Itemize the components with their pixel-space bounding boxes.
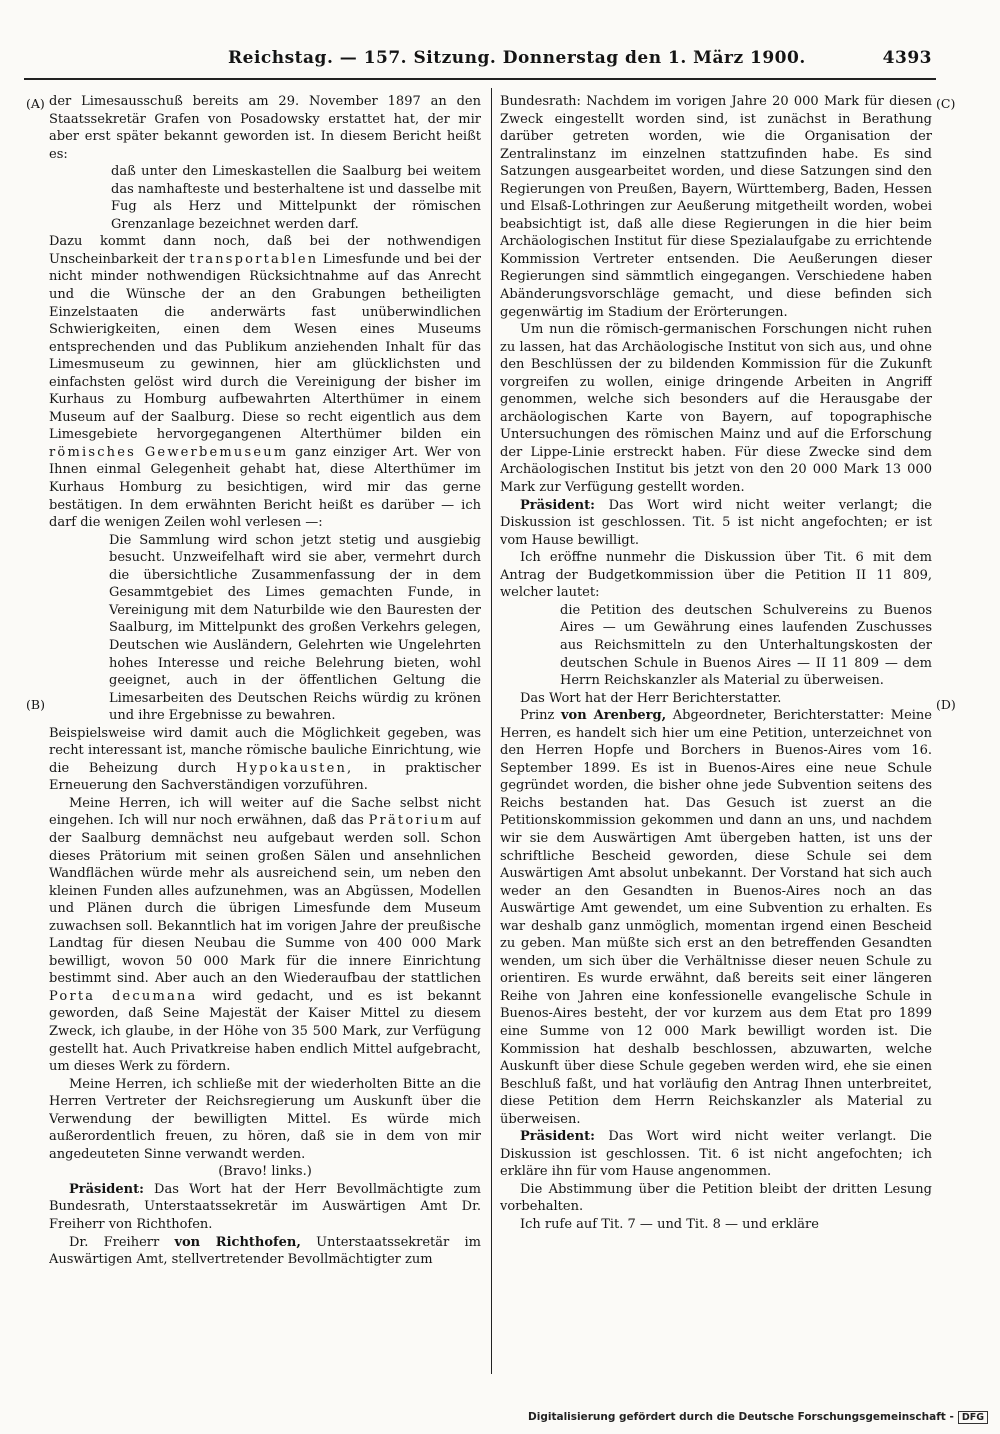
page-number: 4393 bbox=[882, 48, 932, 68]
interjection: (Bravo! links.) bbox=[218, 1164, 312, 1180]
margin-marker-b: (B) bbox=[26, 697, 45, 712]
dfg-logo-icon: DFG bbox=[958, 1411, 988, 1424]
paragraph: Um nun die römisch-germanischen Forschungen nicht ruhen zu lassen, hat das Archäologische Institut von sich aus, und ohne den Beschlüssen der zu bildenden Kommission für die Zukunft vorgreifen zu wollen, einige dringende Arbeiten in Angriff genommen, welche sich besonders auf die Herausgabe der archäologischen Karte von Bayern, auf topographische Untersuchungen des römischen Mainz und auf die Erforschung der Lippe-Linie erstreckt haben. Für diese Zwecke sind dem Archäologischen Institut bis jetzt von den 20 000 Mark 13 000 Mark zur Verfügung gestellt worden. bbox=[500, 322, 932, 496]
speaker-name: von Richthofen, bbox=[174, 1234, 301, 1250]
column-divider bbox=[491, 88, 492, 1374]
paragraph: Dr. Freiherr von Richthofen, Unterstaatssekretär im Auswärtigen Amt, stellvertretender Bevollmächtigter zum bbox=[49, 1234, 481, 1268]
paragraph: der Limesausschuß bereits am 29. November 1897 an den Staatssekretär Grafen von Posadowsky erstattet hat, der mir aber erst später bekannt geworden ist. In diesem Bericht heißt es: bbox=[49, 94, 481, 162]
paragraph: Beispielsweise wird damit auch die Möglichkeit gegeben, was recht interessant ist, manche römische bauliche Einrichtung, wie die Beheizung durch Hypokausten, in praktischer Erneuerung den Sachverständigen vorzuführen. bbox=[49, 725, 481, 794]
quotation: Die Sammlung wird schon jetzt stetig und ausgiebig besucht. Unzweifelhaft wird sie aber, vermehrt durch die übersichtliche Zusammenfassung der in dem Gesammtgebiet des Limes gemachten Funde, in Vereinigung mit dem Naturbilde wie den Bauresten der Saalburg, im Mittelpunkt des großen Verkehrs gelegen, Deutschen wie Ausländern, Gelehrten wie Ungelehrten hohes Interesse und reiche Belehrung bieten, wohl geeignet, auch in der öffentlichen Geltung die Limesarbeiten des Deutschen Reichs würdig zu krönen und ihre Ergebnisse zu bewahren. bbox=[109, 532, 481, 724]
footer-credit bbox=[528, 1411, 988, 1424]
margin-marker-a: (A) bbox=[26, 96, 45, 111]
paragraph: Das Wort hat der Herr Berichterstatter. bbox=[520, 690, 782, 706]
margin-marker-d: (D) bbox=[936, 697, 956, 712]
quotation: die Petition des deutschen Schulvereins zu Buenos Aires — um Gewährung eines laufenden Zuschusses aus Reichsmitteln zu den Unterhaltungskosten der deutschen Schule in Buenos Aires — II 11 809 — dem Herrn Reichskanzler als Material zu überweisen. bbox=[560, 602, 932, 689]
paragraph: Meine Herren, ich schließe mit der wiederholten Bitte an die Herren Vertreter der Reichsregierung um Auskunft über die Verwendung der bewilligten Mittel. Es würde mich außerordentlich freuen, zu hören, daß sie in dem von mir angedeuteten Sinne verwandt werden. bbox=[49, 1076, 481, 1162]
speaker-name: Präsident: bbox=[520, 1129, 595, 1145]
right-column bbox=[500, 93, 932, 1373]
page-header bbox=[228, 48, 938, 72]
paragraph: Dazu kommt dann noch, daß bei der nothwendigen Unscheinbarkeit der transportablen Limesfunde und bei der nicht minder nothwendigen Rücksichtnahme auf das Anrecht und die Wünsche der an den Grabungen betheiligten Einzelstaaten die anderwärts fast unüberwindlichen Schwierigkeiten, einen dem Wesen eines Museums entsprechenden und das Publikum anziehenden Inhalt für das Limesmuseum zu gewinnen, hier am glücklichsten und einfachsten gelöst wird durch die Vereinigung der bisher im Kurhaus zu Homburg aufbewahrten Alterthümer in einem Museum auf der Saalburg. Diese so recht eigentlich aus dem Limesgebiete hervorgegangenen Alterthümer bilden ein römisches Gewerbemuseum ganz einziger Art. Wer von Ihnen einmal Gelegenheit gehabt hat, diese Alterthümer im Kurhaus Homburg zu besichtigen, wird mir das gerne bestätigen. In dem erwähnten Bericht heißt es darüber — ich darf die wenigen Zeilen wohl verlesen —: bbox=[49, 234, 481, 531]
left-column bbox=[49, 93, 481, 1373]
paragraph: Prinz von Arenberg, Abgeordneter, Berichterstatter: Meine Herren, es handelt sich hier um eine Petition, unterzeichnet von den Herren Hopfe und Borchers in Buenos-Aires vom 16. September 1899. Es ist in Buenos-Aires eine neue Schule gegründet worden, die bisher ohne jede Subvention seitens des Reichs bestanden hat. Das Gesuch ist zuerst an die Petitionskommission gekommen und dann an uns, und nachdem wir sie dem Auswärtigen Amt übergeben hatten, ist uns der schriftliche Bescheid geworden, diese Schule sei dem Auswärtigen Amt absolut unbekannt. Der Vorstand hat sich auch weder an den Gesandten in Buenos-Aires noch an das Auswärtige Amt gewendet, um eine Subvention zu erhalten. Es war deshalb ganz unmöglich, momentan irgend einen Bescheid zu geben. Man müßte sich erst an den betreffenden Gesandten wenden, um sich über die Verhältnisse dieser neuen Schule zu orientiren. Es wurde erwähnt, daß bereits seit einer längeren Reihe von Jahren eine konfessionelle evangelische Schule in Buenos-Aires besteht, der vor kurzem aus dem Etat pro 1899 eine Summe von 12 000 Mark bewilligt worden ist. Die Kommission hat deshalb beschlossen, abzuwarten, welche Auskunft über diese Schule gegeben werden wird, ehe sie einen Beschluß faßt, und hat vorläufig den Antrag Ihnen unterbreitet, diese Petition dem Herrn Reichskanzler als Material zu überweisen. bbox=[500, 708, 932, 1127]
paragraph: Meine Herren, ich will weiter auf die Sache selbst nicht eingehen. Ich will nur noch erwähnen, daß das Prätorium auf der Saalburg demnächst neu aufgebaut werden soll. Schon dieses Prätorium mit seinen großen Sälen und ansehnlichen Wandflächen würde mehr als ausreichend sein, um neben den kleinen Funden alles aufzunehmen, was an Abgüssen, Modellen und Plänen durch die übrigen Limesfunde dem Museum zuwachsen soll. Bekanntlich hat im vorigen Jahre der preußische Landtag für diesen Neubau die Summe von 400 000 Mark bewilligt, wovon 50 000 Mark für die innere Einrichtung bestimmt sind. Aber auch an den Wiederaufbau der stattlichen Porta decumana wird gedacht, und es ist bekannt geworden, daß Seine Majestät der Kaiser Mittel zu diesem Zweck, ich glaube, in der Höhe von 35 500 Mark, zur Verfügung gestellt hat. Auch Privatkreise haben endlich Mittel aufgebracht, um dieses Werk zu fördern. bbox=[49, 795, 481, 1075]
paragraph: Ich rufe auf Tit. 7 — und Tit. 8 — und erkläre bbox=[520, 1217, 819, 1232]
speaker-name: Präsident: bbox=[520, 497, 595, 513]
quotation: daß unter den Limeskastellen die Saalburg bei weitem das namhafteste und besterhaltene ist und dasselbe mit Fug als Herz und Mittelpunkt der römischen Grenzanlage bezeichnet werden darf. bbox=[111, 164, 481, 232]
paragraph: Präsident: Das Wort wird nicht weiter verlangt; die Diskussion ist geschlossen. Tit. 5 ist nicht angefochten; er ist vom Hause bewilligt. bbox=[500, 497, 932, 548]
paragraph: Präsident: Das Wort hat der Herr Bevollmächtigte zum Bundesrath, Unterstaatssekretär im Auswärtigen Amt Dr. Freiherr von Richthofen. bbox=[49, 1181, 481, 1232]
header-rule bbox=[24, 78, 936, 80]
paragraph: Die Abstimmung über die Petition bleibt der dritten Lesung vorbehalten. bbox=[500, 1181, 932, 1215]
footer-text: Digitalisierung gefördert durch die Deutsche Forschungsgemeinschaft - bbox=[528, 1411, 954, 1423]
page-title: Reichstag. — 157. Sitzung. Donnerstag den 1. März 1900. bbox=[228, 48, 806, 68]
speaker-name: Präsident: bbox=[69, 1181, 144, 1197]
paragraph: Präsident: Das Wort wird nicht weiter verlangt. Die Diskussion ist geschlossen. Tit. 6 ist nicht angefochten; ich erkläre ihn für vom Hause angenommen. bbox=[500, 1129, 932, 1180]
margin-marker-c: (C) bbox=[936, 96, 956, 111]
paragraph: Ich eröffne nunmehr die Diskussion über Tit. 6 mit dem Antrag der Budgetkommission über die Petition II 11 809, welcher lautet: bbox=[500, 550, 932, 601]
paragraph: Bundesrath: Nachdem im vorigen Jahre 20 000 Mark für diesen Zweck eingestellt worden sind, ist zunächst in Berathung darüber getreten worden, wie die Organisation der Zentralinstanz im einzelnen stattzufinden habe. Es sind Satzungen ausgearbeitet worden, und diese Satzungen sind den Regierungen von Preußen, Bayern, Württemberg, Baden, Hessen und Elsaß-Lothringen zur Aeußerung mitgetheilt worden, wobei beabsichtigt ist, daß alle diese Regierungen in die hier beim Archäologischen Institut für diese Spezialaufgabe zu errichtende Kommission Vertreter entsenden. Die Aeußerungen dieser Regierungen sind sämmtlich eingegangen. Verschiedene haben Abänderungsvorschläge gemacht, und diese befinden sich gegenwärtig im Stadium der Erörterungen. bbox=[500, 94, 932, 320]
speaker-name: von Arenberg, bbox=[560, 708, 667, 724]
